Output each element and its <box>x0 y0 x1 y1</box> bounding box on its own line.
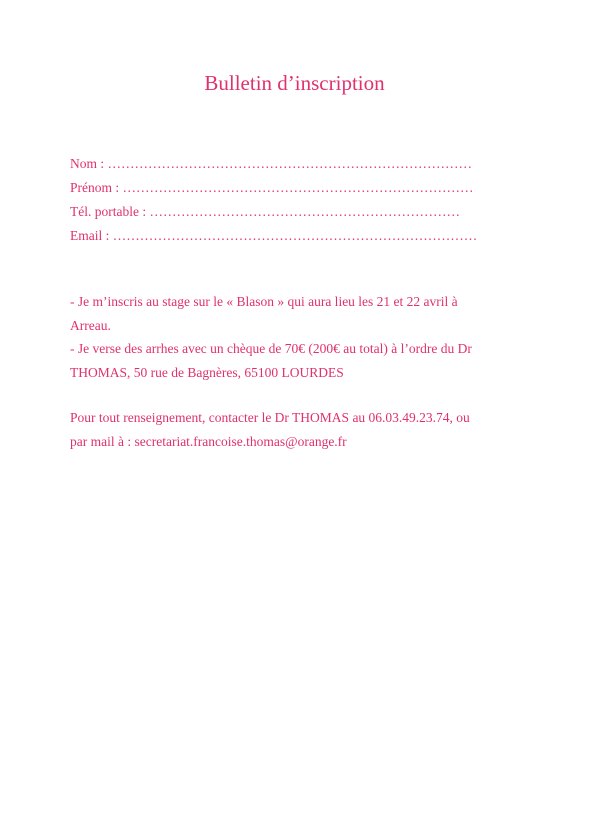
commitments-section <box>70 290 540 384</box>
commitment-stage-line1: - Je m’inscris au stage sur le « Blason » qui aura lieu les 21 et 22 avril à <box>70 294 458 309</box>
contact-section <box>70 406 540 453</box>
field-tel-portable: Tél. portable : …………………………………………………………… <box>70 204 460 219</box>
contact-line1: Pour tout renseignement, contacter le Dr THOMAS au 06.03.49.23.74, ou <box>70 410 470 425</box>
registration-form <box>70 152 530 248</box>
field-email: Email : ……………………………………………………………………… <box>70 228 478 243</box>
commitment-stage-line2: Arreau. <box>70 317 111 333</box>
commitment-stage <box>70 290 540 337</box>
commitment-payment-line2: THOMAS, 50 rue de Bagnères, 65100 LOURDES <box>70 364 344 380</box>
commitment-payment <box>70 337 540 384</box>
field-prenom: Prénom : …………………………………………………………………… <box>70 180 474 195</box>
commitment-payment-line1: - Je verse des arrhes avec un chèque de 70€ (200€ au total) à l’ordre du Dr <box>70 341 472 356</box>
document-title: Bulletin d’inscription <box>204 71 385 95</box>
contact-line2: par mail à : secretariat.francoise.thomas@orange.fr <box>70 433 347 449</box>
field-nom: Nom : ……………………………………………………………………… <box>70 156 473 171</box>
